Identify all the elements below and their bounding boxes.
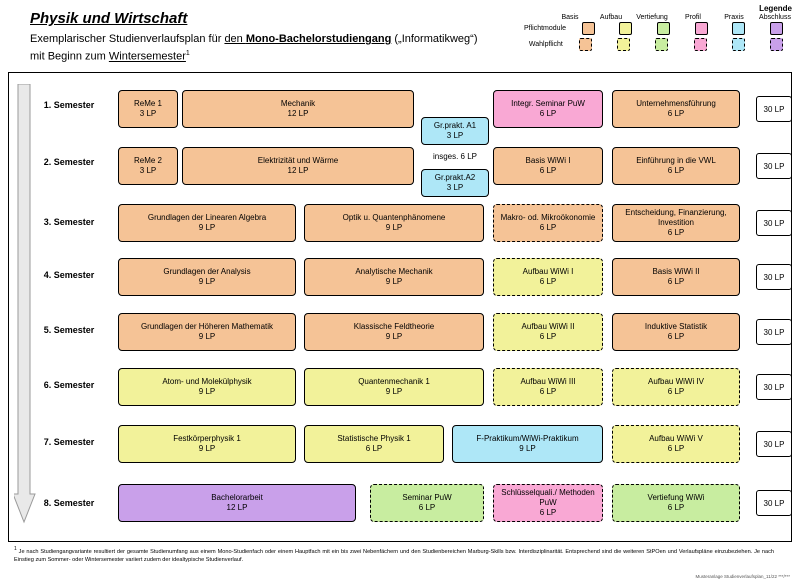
- module-lp: 6 LP: [667, 277, 685, 286]
- module-name: Aufbau WiWi I: [522, 267, 574, 276]
- module-lp: 12 LP: [287, 166, 309, 175]
- semester-lp-3: 30 LP: [756, 210, 792, 236]
- semester-label-3: 3. Semester: [43, 217, 95, 227]
- module-lp: 9 LP: [198, 387, 216, 396]
- semester-label-8: 8. Semester: [43, 498, 95, 508]
- subtitle-1-pre: Exemplarischer Studienverlaufsplan für: [30, 33, 225, 45]
- subtitle-2-underlined: Wintersemester: [108, 50, 186, 63]
- plan-frame: [8, 72, 792, 542]
- module-integr-seminar-puw[interactable]: [493, 90, 603, 128]
- module-aufbau-wiwi-3[interactable]: [493, 368, 603, 406]
- semester-lp-7: 30 LP: [756, 431, 792, 457]
- module-reme-1[interactable]: [118, 90, 178, 128]
- module-lp: 3 LP: [139, 166, 157, 175]
- module-name: Unternehmensführung: [636, 99, 716, 108]
- module-name: Aufbau WiWi II: [521, 322, 575, 331]
- module-name: insges. 6 LP: [432, 152, 478, 161]
- module-lineare-algebra[interactable]: [118, 204, 296, 242]
- module-grundlagen-analysis[interactable]: [118, 258, 296, 296]
- module-klassische-feldtheorie[interactable]: [304, 313, 484, 351]
- module-vertiefung-wiwi[interactable]: [612, 484, 740, 522]
- legend-swatch-basis-dashed: [579, 38, 592, 51]
- timeline-arrow-icon: [14, 84, 36, 524]
- module-name: Festkörperphysik 1: [173, 434, 241, 443]
- module-name: Analytische Mechanik: [355, 267, 433, 276]
- module-f-praktikum-wiwi-praktikum[interactable]: [452, 425, 603, 463]
- legend-swatch-profil-dashed: [694, 38, 707, 51]
- legend-column-headers: [524, 14, 794, 21]
- footnote-marker: 1: [14, 546, 17, 552]
- module-unternehmensfuehrung[interactable]: [612, 90, 740, 128]
- module-gr-prakt-a2[interactable]: [421, 169, 489, 197]
- legend-col-aufbau: Aufbau: [599, 14, 623, 21]
- module-mechanik[interactable]: [182, 90, 414, 128]
- subtitle-line-2: [30, 50, 190, 63]
- legend-swatch-aufbau-dashed: [617, 38, 630, 51]
- semester-lp-6: 30 LP: [756, 374, 792, 400]
- module-lp: 6 LP: [539, 223, 557, 232]
- module-lp: 12 LP: [226, 503, 248, 512]
- module-quantenmechanik-1[interactable]: [304, 368, 484, 406]
- legend-swatch-abschluss-dashed: [770, 38, 783, 51]
- module-name: Bachelorarbeit: [211, 493, 263, 502]
- module-schluesselquali-methoden-puw[interactable]: [493, 484, 603, 522]
- module-lp: 9 LP: [385, 387, 403, 396]
- module-bachelorarbeit[interactable]: [118, 484, 356, 522]
- semester-lp-2: 30 LP: [756, 153, 792, 179]
- module-name: Vertiefung WiWi: [647, 493, 705, 502]
- module-name: Basis WiWi I: [525, 156, 571, 165]
- legend-swatch-vertiefung-dashed: [655, 38, 668, 51]
- module-lp: 3 LP: [139, 109, 157, 118]
- module-name: Aufbau WiWi IV: [647, 377, 704, 386]
- module-lp: 6 LP: [539, 508, 557, 517]
- module-name: Seminar PuW: [402, 493, 452, 502]
- semester-lp-8: 30 LP: [756, 490, 792, 516]
- module-basis-wiwi-1[interactable]: [493, 147, 603, 185]
- module-lp: 9 LP: [519, 444, 536, 453]
- legend: [524, 4, 794, 54]
- legend-row-pflichtmodule: [524, 22, 794, 35]
- module-lp: 9 LP: [385, 223, 403, 232]
- semester-label-7: 7. Semester: [43, 437, 95, 447]
- module-analytische-mechanik[interactable]: [304, 258, 484, 296]
- module-name: Aufbau WiWi III: [520, 377, 576, 386]
- module-lp: 6 LP: [539, 109, 557, 118]
- legend-swatch-vertiefung-solid: [657, 22, 670, 35]
- module-lp: 6 LP: [539, 166, 557, 175]
- module-induktive-statistik[interactable]: [612, 313, 740, 351]
- legend-row-wahlpflicht: [524, 38, 794, 51]
- module-name: ReMe 2: [133, 156, 162, 165]
- module-lp: 6 LP: [667, 444, 685, 453]
- page-title: Physik und Wirtschaft: [30, 10, 188, 27]
- legend-row-label-wahlpflicht: Wahlpflicht: [528, 41, 563, 48]
- legend-col-praxis: Praxis: [724, 14, 744, 21]
- legend-swatch-praxis-dashed: [732, 38, 745, 51]
- module-aufbau-wiwi-5[interactable]: [612, 425, 740, 463]
- module-lp: 9 LP: [198, 444, 216, 453]
- module-name: Entscheidung, Finanzierung, Investition: [625, 208, 727, 227]
- legend-col-profil: Profil: [685, 14, 701, 21]
- legend-col-abschluss: Abschluss: [759, 14, 791, 21]
- module-entscheidung-finanzierung-investition[interactable]: [612, 204, 740, 242]
- legend-swatch-profil-solid: [695, 22, 708, 35]
- module-name: Statistische Physik 1: [337, 434, 411, 443]
- legend-col-basis: Basis: [561, 14, 579, 21]
- module-elektrizitaet-und-waerme[interactable]: [182, 147, 414, 185]
- semester-label-6: 6. Semester: [43, 380, 95, 390]
- subtitle-1-bold: Mono-Bachelorstudiengang: [245, 33, 392, 45]
- module-lp: 9 LP: [198, 277, 216, 286]
- module-lp: 6 LP: [667, 228, 685, 237]
- legend-swatch-aufbau-solid: [619, 22, 632, 35]
- module-name: Mechanik: [280, 99, 316, 108]
- module-name: Einführung in die VWL: [636, 156, 716, 165]
- module-name: Basis WiWi II: [652, 267, 700, 276]
- module-lp: 6 LP: [667, 387, 685, 396]
- module-lp: 6 LP: [539, 332, 557, 341]
- legend-swatch-praxis-solid: [732, 22, 745, 35]
- semester-label-2: 2. Semester: [43, 157, 95, 167]
- footnote-text: Je nach Studiengangvariante resultiert der gesamte Studienumfang aus einem Mono-Studienfach oder einem Hauptfach mit ein bis zwei Nebenfächern und den Studienbereichen Marburg-Skills bzw. Interdisziplinarität. Entsprechend sind die weiteren StPOen und Verlaufspläne einzubeziehen. Je nach Einstieg zum Sommer- oder Wintersemester variiert zudem der idealtypische Studienverlauf.: [14, 548, 774, 564]
- module-name: Aufbau WiWi V: [649, 434, 703, 443]
- module-name: Elektrizität und Wärme: [257, 156, 339, 165]
- module-seminar-puw[interactable]: [370, 484, 484, 522]
- module-name: Grundlagen der Analysis: [163, 267, 251, 276]
- module-aufbau-wiwi-1[interactable]: [493, 258, 603, 296]
- module-reme-2[interactable]: [118, 147, 178, 185]
- semester-label-1: 1. Semester: [43, 100, 95, 110]
- module-lp: 12 LP: [287, 109, 309, 118]
- module-name: Grundlagen der Linearen Algebra: [147, 213, 267, 222]
- semester-label-5: 5. Semester: [43, 325, 95, 335]
- legend-swatch-basis-solid: [582, 22, 595, 35]
- module-einfuehrung-vwl[interactable]: [612, 147, 740, 185]
- legend-row-label-pflicht: Pflichtmodule: [523, 25, 566, 32]
- module-makro-mikrooekonomie[interactable]: [493, 204, 603, 242]
- module-name: F-Praktikum/WiWi-Praktikum: [476, 434, 579, 443]
- module-lp: 9 LP: [385, 332, 403, 341]
- module-name: Optik u. Quantenphänomene: [342, 213, 446, 222]
- semester-label-4: 4. Semester: [43, 270, 95, 280]
- module-name: Quantenmechanik 1: [358, 377, 430, 386]
- module-lp: 6 LP: [667, 109, 685, 118]
- module-lp: 6 LP: [418, 503, 436, 512]
- module-name: Makro- od. Mikroökonomie: [500, 213, 596, 222]
- legend-title: Legende: [759, 4, 792, 13]
- subtitle-2-pre: mit Beginn zum: [30, 50, 109, 63]
- module-festkoerperphysik-1[interactable]: [118, 425, 296, 463]
- document-credit: Musteranlage Studienverlaufsplan_11/22 ***/***: [695, 574, 790, 579]
- module-name: Gr.prakt. A1: [433, 121, 477, 130]
- module-name: Gr.prakt.A2: [434, 173, 476, 182]
- module-name: Induktive Statistik: [644, 322, 708, 331]
- semester-lp-1: 30 LP: [756, 96, 792, 122]
- module-name: Grundlagen der Höheren Mathematik: [140, 322, 274, 331]
- legend-swatch-abschluss-solid: [770, 22, 783, 35]
- module-aufbau-wiwi-2[interactable]: [493, 313, 603, 351]
- module-lp: 3 LP: [446, 131, 464, 140]
- module-name: ReMe 1: [133, 99, 162, 108]
- module-lp: 3 LP: [446, 183, 464, 192]
- module-gr-prakt-a1[interactable]: [421, 117, 489, 145]
- subtitle-1-underlined: den: [224, 33, 246, 45]
- module-lp: 6 LP: [667, 503, 685, 512]
- semester-lp-4: 30 LP: [756, 264, 792, 290]
- module-aufbau-wiwi-4[interactable]: [612, 368, 740, 406]
- module-statistische-physik-1[interactable]: [304, 425, 444, 463]
- module-hoehere-mathematik[interactable]: [118, 313, 296, 351]
- semester-lp-5: 30 LP: [756, 319, 792, 345]
- module-lp: 6 LP: [667, 332, 685, 341]
- legend-col-vertiefung: Vertiefung: [636, 14, 668, 21]
- module-lp: 6 LP: [667, 166, 685, 175]
- module-name: Atom- und Molekülphysik: [162, 377, 252, 386]
- gr-prakt-total-label: [421, 148, 489, 166]
- module-name: Klassische Feldtheorie: [353, 322, 435, 331]
- module-basis-wiwi-2[interactable]: [612, 258, 740, 296]
- module-optik-quantenphaenomene[interactable]: [304, 204, 484, 242]
- module-name: Integr. Seminar PuW: [511, 99, 585, 108]
- subtitle-2-footnote-marker: 1: [185, 50, 190, 57]
- module-lp: 9 LP: [198, 332, 216, 341]
- footnote: [14, 546, 774, 565]
- module-lp: 6 LP: [365, 444, 383, 453]
- module-atom-molekuelphysik[interactable]: [118, 368, 296, 406]
- subtitle-1-post: („Informatikweg“): [391, 33, 478, 45]
- module-lp: 6 LP: [539, 277, 557, 286]
- module-lp: 9 LP: [385, 277, 403, 286]
- module-lp: 9 LP: [198, 223, 216, 232]
- module-lp: 6 LP: [539, 387, 557, 396]
- subtitle-line-1: [30, 33, 478, 45]
- module-name: Schlüsselquali./ Methoden PuW: [501, 488, 595, 507]
